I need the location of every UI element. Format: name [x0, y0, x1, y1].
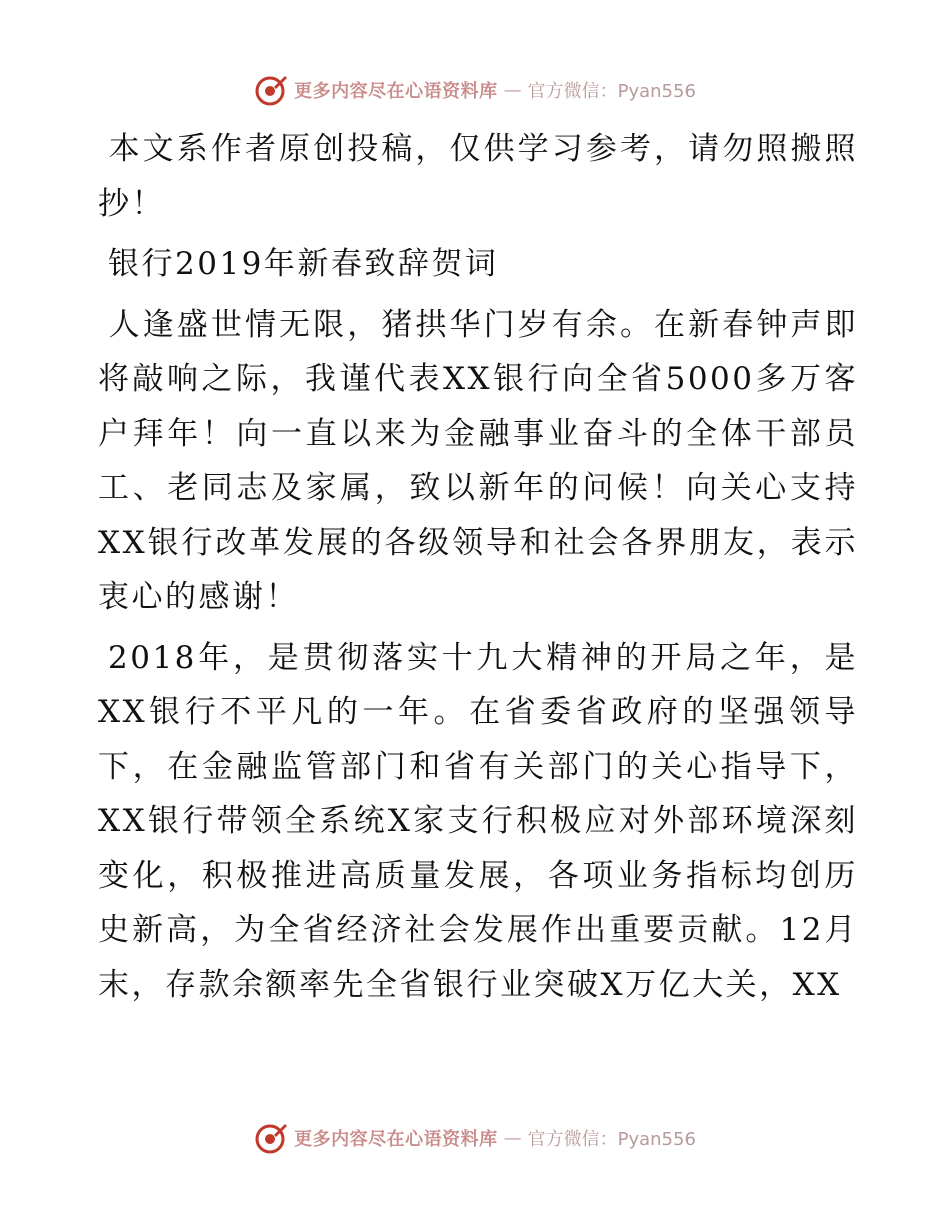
banner-wechat-text: 官方微信：Pyan556 — [527, 81, 696, 102]
banner-main-text: 更多内容尽在心语资料库 — [294, 1129, 498, 1150]
footer-banner — [0, 1118, 950, 1158]
paragraph-text: 2018年，是贯彻落实十九大精神的开局之年，是XX银行不平凡的一年。在省委省政府的坚强领导下，在金融监管部门和省有关部门的关心指导下，XX银行带领全系统X家支行积极应对外部环境深刻变化，积极推进高质量发展，各项业务指标均创历史新高，为全省经济社会发展作出重要贡献。12月末，存款余额率先全省银行业突破X万亿大关，XX — [98, 639, 858, 1003]
notice-text: 本文系作者原创投稿，仅供学习参考，请勿照搬照抄！ — [98, 131, 858, 222]
notice-paragraph — [98, 122, 858, 231]
body-paragraph — [98, 298, 858, 625]
document-title — [98, 237, 858, 292]
banner-wechat-text: 官方微信：Pyan556 — [527, 1129, 696, 1150]
banner-separator: — — [503, 1127, 522, 1149]
pen-logo-icon — [254, 1121, 288, 1155]
banner-separator: — — [503, 79, 522, 101]
body-paragraph — [98, 631, 858, 1013]
title-text: 银行2019年新春致辞贺词 — [108, 246, 499, 282]
pen-logo-icon — [254, 73, 288, 107]
document-body — [98, 122, 858, 1018]
banner-main-text: 更多内容尽在心语资料库 — [294, 81, 498, 102]
header-banner — [0, 70, 950, 110]
paragraph-text: 人逢盛世情无限，猪拱华门岁有余。在新春钟声即将敲响之际，我谨代表XX银行向全省5000多万客户拜年！向一直以来为金融事业奋斗的全体干部员工、老同志及家属，致以新年的问候！向关心支持XX银行改革发展的各级领导和社会各界朋友，表示衷心的感谢！ — [98, 306, 858, 615]
